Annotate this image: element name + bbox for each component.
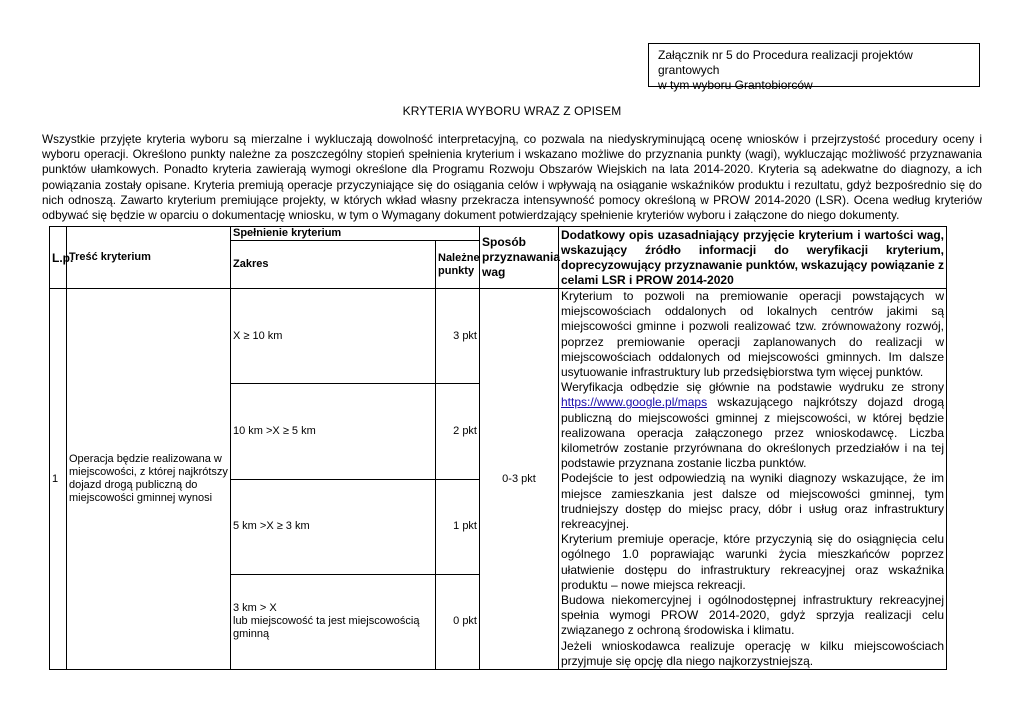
annex-line-1: Załącznik nr 5 do Procedura realizacji projektów grantowych bbox=[658, 48, 913, 77]
description-p6: Jeżeli wnioskodawca realizuje operację w kilku miejscowościach przyjmuje się opcję dla niego najkorzystniejszą. bbox=[561, 638, 944, 668]
annex-box bbox=[648, 43, 980, 92]
description-p3: Podejście to jest odpowiedzią na wyniki diagnozy wskazujące, że im miejsce zamieszkania jest dalsze od miejscowości gminnej, tym trudniejszy dostęp do miejsc pracy, dóbr i usług oraz infrastruktury rekreacyjnej. bbox=[561, 471, 944, 532]
points-cell: 2 pkt bbox=[436, 384, 480, 479]
range-cell: 10 km >X ≥ 5 km bbox=[231, 384, 436, 479]
header-points: Należne punkty bbox=[436, 241, 480, 289]
weight-method-cell: 0-3 pkt bbox=[480, 289, 559, 670]
document-title: KRYTERIA WYBORU WRAZ Z OPISEM bbox=[402, 104, 622, 118]
header-range: Zakres bbox=[231, 241, 436, 289]
description-p2-end: wskazującego najkrótszy dojazd drogą publiczną do miejscowości gminnej z miejscowości, w której będzie realizowana operacja załączonego przez wnioskodawcę. Liczba kilometrów zostanie przyrównana do określonych przedziałów i na tej podstawie przyznana zostanie liczba punktów. bbox=[561, 395, 944, 471]
description-p4: Kryterium premiuje operacje, które przyczynią się do osiągnięcia celu ogólnego 1.0 poprawiając warunki życia mieszkańców poprzez ułatwienie dostępu do infrastruktury rekreacyjnej oraz wskaźnika produktu – nowe miejsca rekreacji. bbox=[561, 532, 944, 592]
criteria-table bbox=[49, 226, 947, 670]
points-cell: 1 pkt bbox=[436, 479, 480, 574]
annex-line-2: w tym wyboru Grantobiorców bbox=[658, 78, 813, 92]
points-cell: 0 pkt bbox=[436, 574, 480, 669]
points-cell: 3 pkt bbox=[436, 289, 480, 384]
table-row bbox=[50, 289, 947, 384]
range-cell: 5 km >X ≥ 3 km bbox=[231, 479, 436, 574]
row-lp: 1 bbox=[50, 289, 67, 670]
intro-paragraph: Wszystkie przyjęte kryteria wyboru są mierzalne i wykluczają dowolność interpretacyjną, co pozwala na niedyskryminującą ocenę wniosków i przejrzystość procedury oceny i wyboru operacji. Określono punkty należne za poszczególny stopień spełnienia kryterium i wskazano możliwe do przyznania punkty (wagi), wykluczając możliwość przyznawania punktów ułamkowych. Ponadto kryteria zawierają wymogi określone dla Programu Rozwoju Obszarów Wiejskich na lata 2014-2020. Kryteria są adekwatne do diagnozy, a ich powiązania zostały opisane. Kryteria premiują operacje przyczyniające się do osiągania celów i wpływają na osiąganie wskaźników produktu i rezultatu, gdyż bezpośrednio się do nich odnoszą. Zawarto kryterium premiujące projekty, w których wkład własny przekracza intensywność pomocy określoną w PROW 2014-2020 (LSR). Ocena według kryteriów odbywać się będzie w oparciu o dokumentację wniosku, w tym o Wymagany dokument potwierdzający spełnienie kryteriów wyboru i załączone do niego dokumenty. bbox=[42, 132, 982, 223]
description-cell bbox=[559, 289, 947, 670]
header-fulfillment: Spełnienie kryterium bbox=[231, 227, 480, 241]
description-p5: Budowa niekomercyjnej i ogólnodostępnej infrastruktury rekreacyjnej spełnia wymogi PROW 2014-2020, gdyż sprzyja realizacji celu związanego z ochroną środowiska i klimatu. bbox=[561, 593, 944, 638]
range-cell bbox=[231, 574, 436, 669]
criterion-text: Operacja będzie realizowana w miejscowości, z której najkrótszy dojazd drogą publiczną do miejscowości gminnej wynosi bbox=[67, 289, 231, 670]
description-p1: Kryterium to pozwoli na premiowanie operacji powstających w miejscowościach oddalonych od lokalnych centrów jakimi są miejscowości gminne i pozwoli realizować tzw. zrównoważony rozwój, poprzez premiowanie operacji zaplanowanych do realizacji w miejscowościach oddalonych od miejscowości gminnych. Im dalsze usytuowanie infrastruktury lub przedsiębiorstwa tym więcej punktów. bbox=[561, 289, 944, 380]
header-lp: L.p. bbox=[50, 227, 67, 289]
header-weight-method: Sposób przyznawania wag bbox=[480, 227, 559, 289]
range-line-2: lub miejscowość ta jest miejscowością gminną bbox=[233, 615, 420, 641]
header-criterion-content: Treść kryterium bbox=[67, 227, 231, 289]
header-description: Dodatkowy opis uzasadniający przyjęcie kryterium i wartości wag, wskazujący źródło informacji do weryfikacji kryterium, doprecyzowujący przyznawanie punktów, wskazujący powiązanie z celami LSR i PROW 2014-2020 bbox=[559, 227, 947, 289]
description-p2-start: Weryfikacja odbędzie się głównie na podstawie wydruku ze strony bbox=[561, 380, 944, 395]
intro-text bbox=[42, 132, 982, 223]
range-line-1: 3 km > X bbox=[233, 602, 277, 615]
table-header-row bbox=[50, 227, 947, 241]
google-maps-link[interactable]: https://www.google.pl/maps bbox=[561, 395, 708, 410]
range-cell: X ≥ 10 km bbox=[231, 289, 436, 384]
description-p2 bbox=[561, 380, 944, 471]
